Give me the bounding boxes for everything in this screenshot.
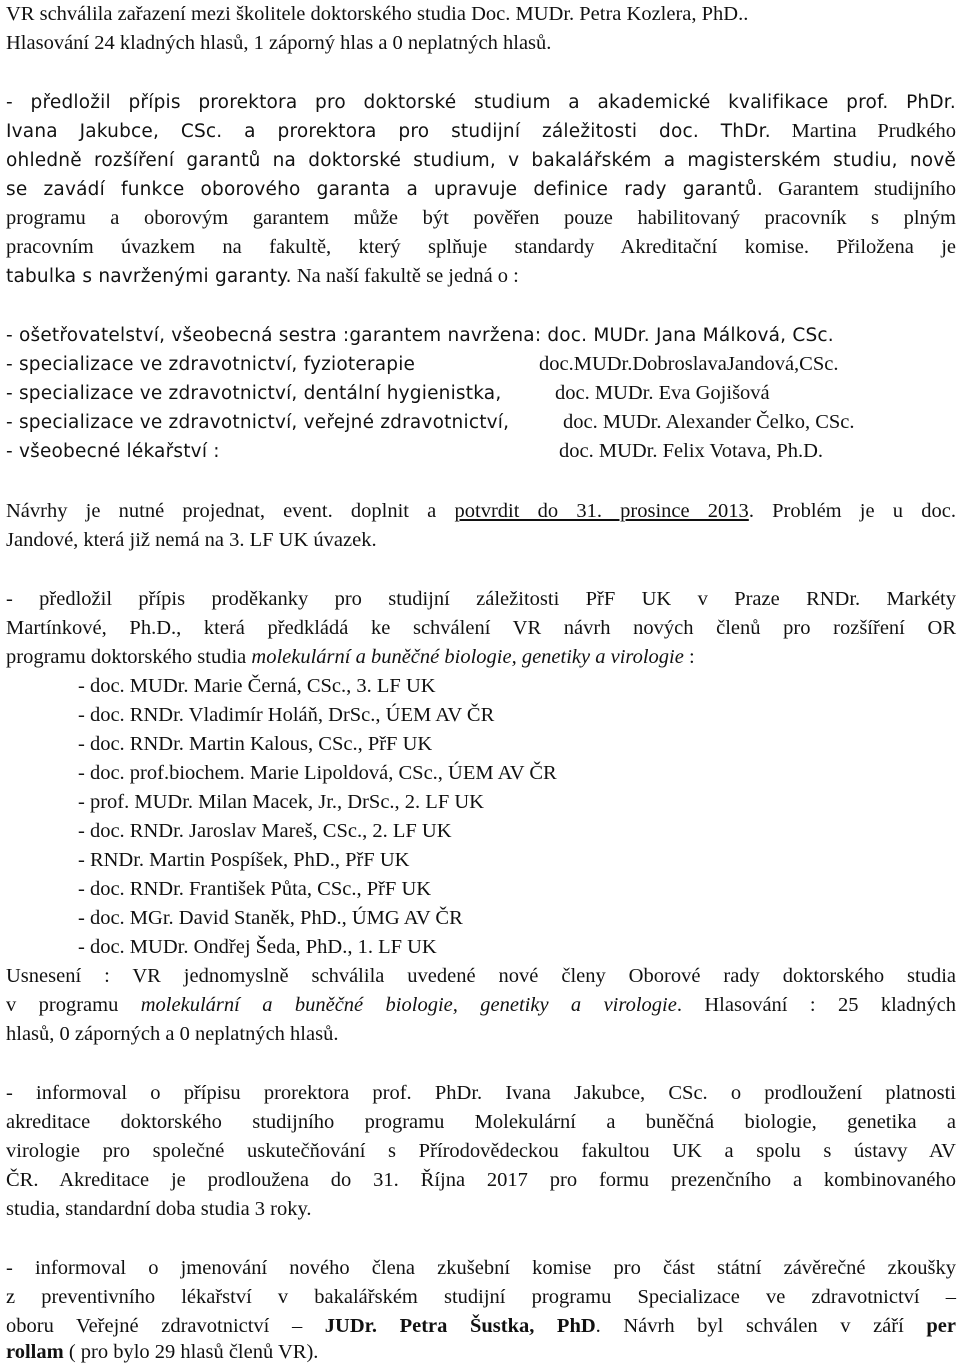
text-line: Martínkové, Ph.D., která předkládá ke schválení VR návrh nových členů pro rozšíření OR [6,617,956,639]
text-line: programu a oborovým garantem může být pověřen pouze habilitovaný pracovník s plným [6,207,956,229]
text-line: virologie pro společné uskutečňování s Přírodovědeckou fakultou UK a spolu s ústavy AV [6,1140,956,1162]
text-line: Jandové, která již nemá na 3. LF UK úvazek. [6,529,377,551]
text-line: se zavádí funkce oborového garanta a upravuje definice rady garantů. Garantem studijního [6,178,956,200]
text-line: akreditace doktorského studijního programu Molekulární a buněčná biologie, genetika a [6,1111,956,1133]
text-line: v programu molekulární a buněčné biologie, genetiky a virologie. Hlasování : 25 kladných [6,994,957,1016]
text-line: Ivana Jakubce, CSc. a prorektora pro studijní záležitosti doc. ThDr. Martina Prudkého [6,120,956,142]
text-line: hlasů, 0 záporných a 0 neplatných hlasů. [6,1023,339,1045]
text-line: Návrhy je nutné projednat, event. doplnit a potvrdit do 31. prosince 2013. Problém je u doc. [6,500,956,522]
text-line: studia, standardní doba studia 3 roky. [6,1198,312,1220]
text-line: - předložil přípis prorektora pro doktorské studium a akademické kvalifikace prof. PhDr. [6,92,956,113]
text-line: - předložil přípis proděkanky pro studijní záležitosti PřF UK v Praze RNDr. Markéty [6,588,956,610]
text-line: rollam ( pro bylo 29 hlasů členů VR). [6,1341,319,1363]
text-line: tabulka s navrženými garanty. Na naší fakultě se jedná o : [6,265,519,287]
text-line: - informoval o jmenování nového člena zkušební komise pro část státní závěrečné zkoušky [6,1257,956,1279]
list-item: - doc. MUDr. Marie Černá, CSc., 3. LF UK [78,675,436,697]
list-item: - doc. RNDr. Martin Kalous, CSc., PřF UK [78,733,433,755]
list-item: - prof. MUDr. Milan Macek, Jr., DrSc., 2. LF UK [78,791,484,813]
text-line: pracovním úvazkem na fakultě, který splňuje standardy Akreditační komise. Přiložena je [6,236,956,258]
list-item: - doc. MUDr. Ondřej Šeda, PhD., 1. LF UK [78,936,437,958]
garant-row: - specializace ve zdravotnictví, dentální hygienistka, doc. MUDr. Eva Gojišová [6,382,770,404]
list-item: - RNDr. Martin Pospíšek, PhD., PřF UK [78,849,410,871]
text-line: Hlasování 24 kladných hlasů, 1 záporný hlas a 0 neplatných hlasů. [6,32,552,54]
text-line: oboru Veřejné zdravotnictví – JUDr. Petra Šustka, PhD. Návrh byl schválen v září per [6,1315,956,1337]
garant-row: - ošetřovatelství, všeobecná sestra :garantem navržena: doc. MUDr. Jana Málková, CSc. [6,325,834,346]
list-item: - doc. RNDr. František Půta, CSc., PřF UK [78,878,432,900]
garant-row: - specializace ve zdravotnictví, fyzioterapie doc.MUDr.DobroslavaJandová,CSc. [6,353,839,375]
garant-row: - specializace ve zdravotnictví, veřejné zdravotnictví, doc. MUDr. Alexander Čelko, CSc. [6,411,855,433]
garant-row: - všeobecné lékařství : doc. MUDr. Felix Votava, Ph.D. [6,440,824,462]
list-item: - doc. RNDr. Vladimír Holáň, DrSc., ÚEM AV ČR [78,704,495,726]
text-line: z preventivního lékařství v bakalářském studijní programu Specializace ve zdravotnictví – [6,1286,956,1308]
text-line: ohledně rozšíření garantů na doktorské studium, v bakalářském a magisterském studiu, nově [6,150,956,171]
text-line: VR schválila zařazení mezi školitele doktorského studia Doc. MUDr. Petra Kozlera, PhD.. [6,3,749,25]
text-line: - informoval o přípisu prorektora prof. PhDr. Ivana Jakubce, CSc. o prodloužení platnosti [6,1082,956,1104]
text-line: Usnesení : VR jednomyslně schválila uvedené nové členy Oborové rady doktorského studia [6,965,956,987]
text-line: programu doktorského studia molekulární a buněčné biologie, genetiky a virologie : [6,646,695,668]
text-line: ČR. Akreditace je prodloužena do 31. Října 2017 pro formu prezenčního a kombinovaného [6,1169,956,1191]
list-item: - doc. RNDr. Jaroslav Mareš, CSc., 2. LF UK [78,820,452,842]
list-item: - doc. prof.biochem. Marie Lipoldová, CSc., ÚEM AV ČR [78,762,557,784]
list-item: - doc. MGr. David Staněk, PhD., ÚMG AV ČR [78,907,463,929]
